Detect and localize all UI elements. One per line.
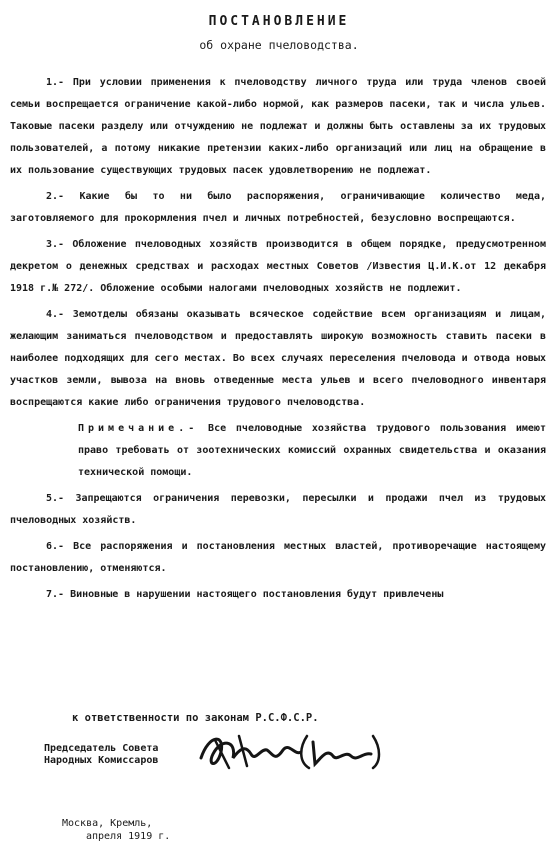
paragraph-4: 4.- Земотделы обязаны оказывать всяческое содействие всем организациям и лицам, желающим заниматься пчеловодством и предоставлять широкую возможность ставить пасеки в наиболее подходящих для сего местах. Во всех случаях переселения пчеловода и отвода новых участков земли, вывоза на вновь отведенные места ульев и всего пчеловодного инвентаря воспрещаются какие либо ограничения трудового пчеловодства. <box>10 309 546 408</box>
note-heading: Примечание.- <box>78 423 199 434</box>
paragraph-6: 6.- Все распоряжения и постановления местных властей, противоречащие настоящему постановлению, отменяются. <box>10 541 546 574</box>
signer-line-1: Председатель Совета <box>44 743 159 754</box>
document-title: ПОСТАНОВЛЕНИЕ <box>208 14 350 29</box>
document-body <box>10 72 546 610</box>
paragraph-7: 7.- Виновные в нарушении настоящего постановления будут привлечены <box>46 589 444 600</box>
note-text: Все пчеловодные хозяйства трудового пользования имеют право требовать от зоотехнических комиссий охранных свидетельства и оказания технической помощи. <box>78 423 546 478</box>
place-line-2: апреля 1919 г. <box>86 831 171 842</box>
document-subtitle: об охране пчеловодства. <box>199 38 359 52</box>
handwritten-signature <box>195 728 385 776</box>
paragraph-3: 3.- Обложение пчеловодных хозяйств производится в общем порядке, предусмотренном декретом о денежных средствах и расходах местных Советов /Известия Ц.И.К.от 12 декабря 1918 г.№ 272/. Обложение особыми налогами пчеловодных хозяйств не подлежит. <box>10 239 546 294</box>
responsibility-line: к ответственности по законам Р.С.Ф.С.Р. <box>72 712 319 724</box>
place-date <box>62 817 170 843</box>
place-line-1: Москва, Кремль, <box>62 818 153 829</box>
signer-line-2: Народных Комиссаров <box>44 755 159 766</box>
note-paragraph <box>10 418 546 484</box>
signer-title <box>44 743 158 767</box>
paragraph-1: 1.- При условии применения к пчеловодству личного труда или труда членов своей семьи воспрещается ограничение какой-либо нормой, как размеров пасеки, так и числа ульев. Таковые пасеки разделу или отчуждению не подлежат и должны быть оставлены за их трудовых пользователей, а потому никакие претензии каких-либо организаций или лиц на обращение в их пользование существующих трудовых пасек удовлетворению не подлежат. <box>10 77 546 176</box>
paragraph-5: 5.- Запрещаются ограничения перевозки, пересылки и продажи пчел из трудовых пчеловодных хозяйств. <box>10 493 546 526</box>
paragraph-2: 2.- Какие бы то ни было распоряжения, ограничивающие количество меда, заготовляемого для прокормления пчел и личных потребностей, безусловно воспрещаются. <box>10 191 546 224</box>
